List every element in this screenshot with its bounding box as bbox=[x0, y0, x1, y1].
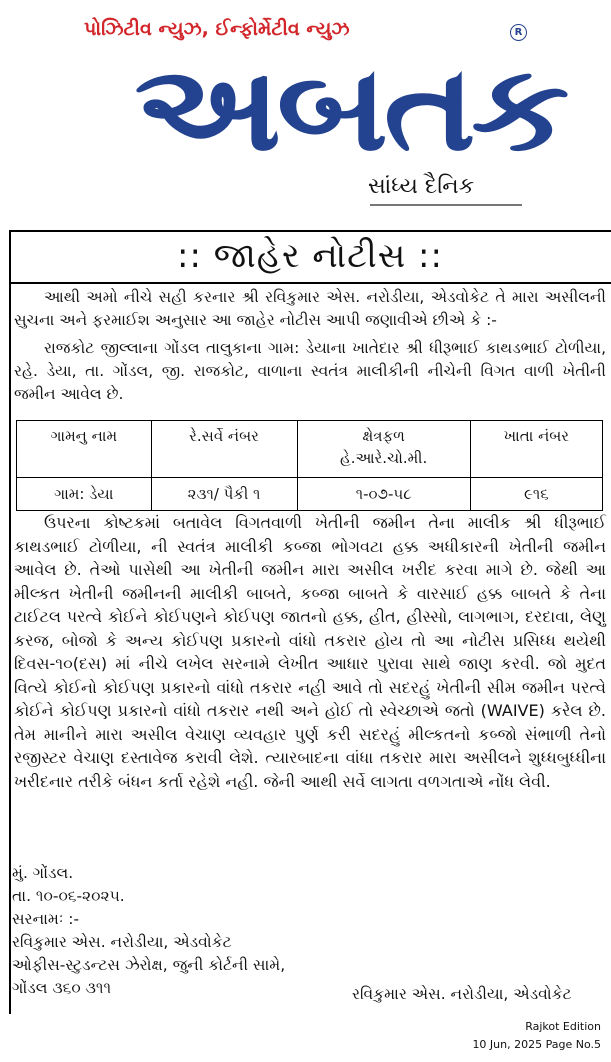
cell-village: ગામ: ડેયા bbox=[17, 478, 152, 511]
cell-account-number: ૯૧૬ bbox=[470, 478, 602, 511]
table-row bbox=[17, 478, 603, 511]
cell-survey-number: ૨૩૧/ પૈકી ૧ bbox=[151, 478, 297, 511]
newspaper-logo: અબતક bbox=[134, 39, 565, 177]
header-village: ગામનુ નામ bbox=[17, 421, 152, 478]
address-line-name: રવિકુમાર એસ. નરોડીયા, એડવોકેટ bbox=[12, 933, 232, 951]
subtitle-divider bbox=[370, 204, 522, 206]
edition-date-page: 10 Jun, 2025 Page No.5 bbox=[472, 1038, 601, 1051]
date-line: તા. ૧૦-૦૬-૨૦૨૫. bbox=[12, 887, 125, 905]
edition-footer bbox=[472, 1018, 601, 1054]
address-block bbox=[12, 862, 285, 1000]
header-area-label: ક્ષેત્રફળ bbox=[362, 427, 405, 445]
header-account-number: ખાતા નંબર bbox=[470, 421, 602, 478]
notice-title: :: જાહેર નોટીસ :: bbox=[9, 230, 611, 284]
notice-land-owner-paragraph: રાજકોટ જીલ્લાના ગોંડલ તાલુકાના ગામ: ડેયાના ખાતેદાર શ્રી ધીરૂભાઈ કાથડભાઈ ટોળીયા, રહે. ડેયા, તા. ગોંડલ, જી. રાજકોટ, વાળાના સ્વતંત્ર માલીકીની નીચેની વિગત વાળી ખેતીની જમીન આવેલ છે. bbox=[14, 339, 606, 403]
table-header-row bbox=[17, 421, 603, 478]
masthead-tagline: પોઝિટીવ ન્યુઝ, ઈન્ફોર્મેટીવ ન્યુઝ bbox=[84, 18, 350, 40]
cell-area: ૧-૦૭-૫૮ bbox=[297, 478, 470, 511]
header-survey-number: રે.સર્વે નંબર bbox=[151, 421, 297, 478]
place-line: મું. ગોંડલ. bbox=[12, 864, 74, 882]
land-details-table bbox=[16, 420, 603, 511]
edition-name: Rajkot Edition bbox=[525, 1020, 601, 1033]
masthead bbox=[0, 0, 611, 228]
header-area bbox=[297, 421, 470, 478]
address-line-city: ગોંડલ ૩૬૦ ૩૧૧ bbox=[12, 979, 112, 997]
address-label: સરનામઃ :- bbox=[12, 910, 80, 928]
advocate-signature: રવિકુમાર એસ. નરોડીયા, એડવોકેટ bbox=[352, 985, 572, 1003]
address-line-office: ઓફીસ-સ્ટુડન્ટસ ઝેરોક્ષ, જુની કોર્ટની સામે, bbox=[12, 956, 286, 974]
header-area-unit: હે.આરે.ચો.મી. bbox=[340, 449, 428, 467]
masthead-subtitle: સાંધ્ય દૈનિક bbox=[368, 174, 475, 199]
notice-intro-paragraph: આથી અમો નીચે સહી કરનાર શ્રી રવિકુમાર એસ. નરોડીયા, એડવોકેટ તે મારા અસીલની સુચના અને ફરમાઈશ અનુસાર આ જાહેર નોટીસ આપી જણાવીએ છીએ કે :- bbox=[14, 288, 606, 329]
notice-objection-paragraph: ઉપરના કોષ્ટકમાં બતાવેલ વિગતવાળી ખેતીની જમીન તેના માલીક શ્રી ધીરૂભાઈ કાથડભાઈ ટોળીયા, ની સ્વતંત્ર માલીકી કબ્જા ભોગવટા હક્ક અધીકારની ખેતીની જમીન આવેલ છે. તેઓ પાસેથી આ ખેતીની જમીન મારા અસીલ ખરીદ કરવા માગે છે. જેથી આ મીલ્કત ખેતીની જમીનની માલીકી બાબતે, કબ્જા બાબતે કે વારસાઈ હક્ક બાબતે કે તેના ટાઈટલ પરત્વે કોઈને કોઈપણને કોઈપણ જાતનો હક્ક, હીત, હીસ્સો, લાગભાગ, દરદાવા, લેણુ કરજ, બોજો કે અન્ય કોઈપણ પ્રકારનો વાંધો તકરાર હોય તો આ નોટીસ પ્રસિધ્ધ થયેથી દિવસ-૧૦(દસ) માં નીચે લખેલ સરનામે લેખીત આધાર પુરાવા સાથે જાણ કરવી. જો મુદત વિત્યે કોઈનો કોઈપણ પ્રકારનો વાંધો તકરાર નહી આવે તો સદરહું ખેતીની સીમ જમીન પરત્વે કોઈને કોઈપણ પ્રકારનો વાંધો તકરાર નથી અને હોઈ તો સ્વેચ્છાએ જતો (WAIVE) કરેલ છે. તેમ માનીને મારા અસીલ વેચાણ વ્યવહાર પુર્ણ કરી સદરહું મીલ્કતનો કબ્જો સંભાળી તેનો રજીસ્ટર વેચાણ દસ્તાવેજ કરાવી લેશે. ત્યારબાદના વાંધા તકરાર મારા અસીલને શુધ્ધબુધ્ધીના ખરીદનાર તરીકે બંધન કર્તા રહેશે નહી. જેની આથી સર્વે લાગતા વળગતાએ નોંધ લેવી. bbox=[14, 513, 606, 791]
registered-mark-icon: R bbox=[510, 24, 527, 41]
